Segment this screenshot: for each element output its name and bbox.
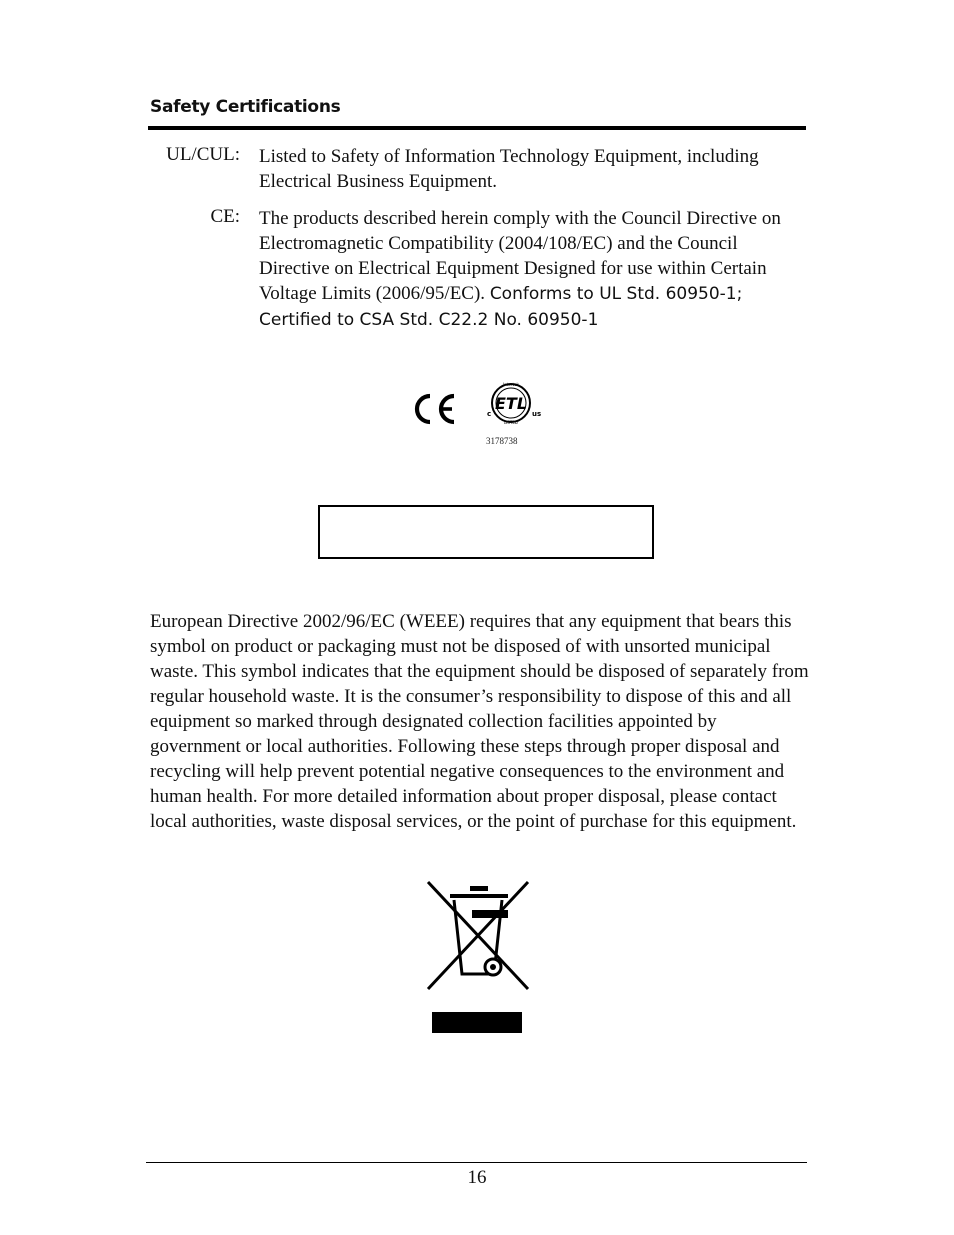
ce-mark-icon: [410, 392, 458, 426]
etl-listed-text: LISTED: [504, 420, 518, 425]
etl-number: 3178738: [486, 436, 518, 446]
title-rule: [148, 126, 806, 130]
etl-c: c: [487, 410, 492, 418]
section-title: Safety Certifications: [150, 97, 341, 117]
weee-bin-icon: [424, 878, 532, 993]
footer-rule: [146, 1162, 807, 1163]
etl-intertek-text: Intertek: [503, 382, 519, 387]
empty-box: [318, 505, 654, 559]
cert-text-ul: Listed to Safety of Information Technology Equipment, including Electrical Business Equipment.: [259, 146, 759, 192]
cert-label-ce: CE:: [210, 206, 240, 227]
cert-label-ul: UL/CUL:: [166, 144, 240, 165]
etl-listed-icon: [484, 378, 546, 430]
weee-paragraph: European Directive 2002/96/EC (WEEE) requires that any equipment that bears this symbol on product or packaging must not be disposed of with unsorted municipal waste. This symbol indicates that the equipment should be disposed of separately from regular household waste. It is the consumer’s responsibility to dispose of this and all equipment so marked through designated collection facilities appointed by government or local authorities. Following these steps through proper disposal and recycling will help prevent potential negative consequences to the environment and human health. For more detailed information about proper disposal, please contact local authorities, waste disposal services, or the point of purchase for this equipment.: [150, 611, 809, 832]
etl-us: us: [532, 410, 542, 418]
cert-text-ce: [259, 206, 799, 333]
etl-letters: ETL: [494, 394, 528, 413]
cert-text-ce-main: The products described herein comply with the Council Directive on Electromagnetic Compatibility (2004/108/EC) and the Council Directive on Electrical Equipment Designed for use within Certain Voltage Limits (2006/95/EC).: [259, 208, 781, 304]
weee-bar: [432, 1012, 522, 1033]
page-number: 16: [467, 1167, 487, 1188]
cert-text-ce-tail: Conforms to UL Std. 60950-1; Certified to CSA Std. C22.2 No. 60950-1: [259, 284, 743, 330]
